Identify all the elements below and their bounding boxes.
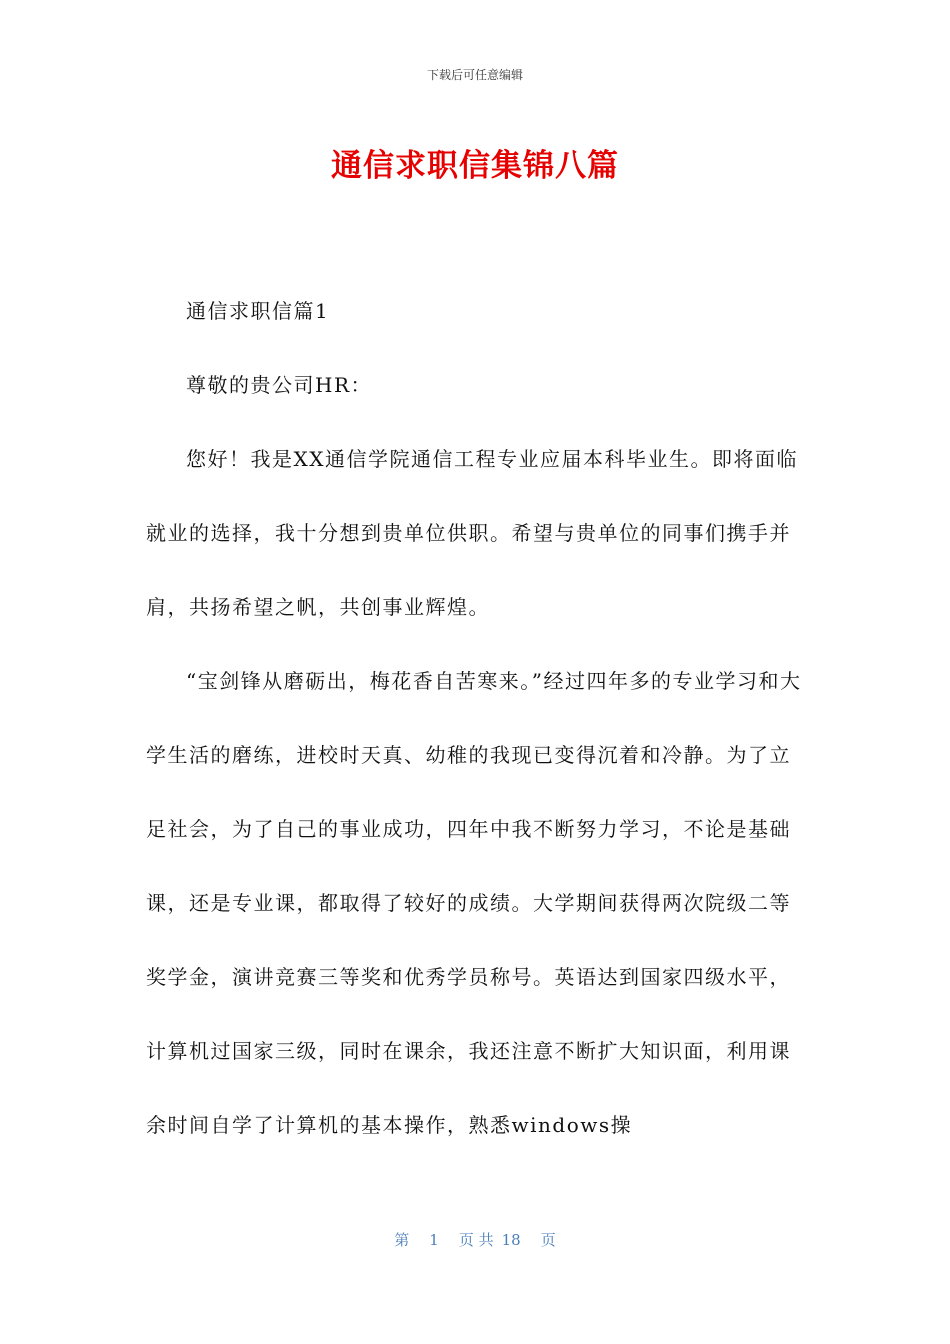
salutation: 尊敬的贵公司HR： bbox=[186, 373, 372, 397]
footer-middle: 页 共 bbox=[458, 1231, 494, 1249]
section-heading: 通信求职信篇1 bbox=[186, 299, 330, 323]
footer-page-number: 1 bbox=[429, 1231, 439, 1249]
paragraph: 您好！我是XX通信学院通信工程专业应届本科毕业生。即将面临就业的选择，我十分想到贵单位供职。希望与贵单位的同事们携手并肩，共扬希望之帆，共创事业辉煌。 bbox=[146, 447, 798, 619]
footer-prefix: 第 bbox=[394, 1231, 410, 1249]
header-note: 下载后可任意编辑 bbox=[426, 68, 523, 82]
page-footer bbox=[0, 1229, 950, 1250]
footer-total-pages: 18 bbox=[501, 1231, 521, 1249]
paragraph: “宝剑锋从磨砺出，梅花香自苦寒来。”经过四年多的专业学习和大学生活的磨练，进校时天真、幼稚的我现已变得沉着和冷静。为了立足社会，为了自己的事业成功，四年中我不断努力学习，不论是基础课，还是专业课，都取得了较好的成绩。大学期间获得两次院级二等奖学金，演讲竞赛三等奖和优秀学员称号。英语达到国家四级水平，计算机过国家三级，同时在课余，我还注意不断扩大知识面，利用课余时间自学了计算机的基本操作，熟悉windows操 bbox=[146, 669, 802, 1137]
footer-suffix: 页 bbox=[540, 1231, 556, 1249]
document-title: 通信求职信集锦八篇 bbox=[331, 148, 619, 184]
document-body bbox=[146, 274, 806, 1162]
